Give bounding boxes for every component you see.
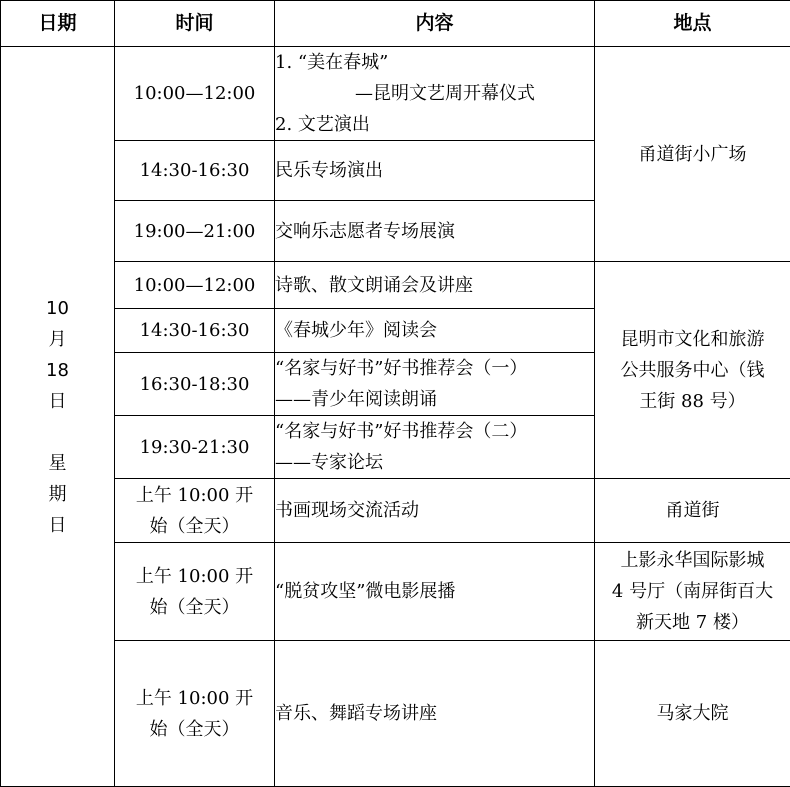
place-cell [595, 262, 790, 479]
place-line: 昆明市文化和旅游 [595, 324, 790, 355]
date-cell [1, 47, 115, 787]
time-line: 始（全天） [115, 592, 274, 623]
place-line: 4 号厅（南屏街百大 [595, 576, 790, 607]
place-line: 马家大院 [595, 698, 790, 729]
time-cell [115, 543, 275, 641]
content-cell: 民乐专场演出 [275, 141, 595, 201]
time-line: 上午 10:00 开 [115, 480, 274, 511]
place-line: 公共服务中心（钱 [595, 355, 790, 386]
content-line: “名家与好书”好书推荐会（一） [275, 353, 594, 384]
place-line: 甬道街 [595, 495, 790, 526]
time-line: 始（全天） [115, 511, 274, 542]
content-line: —昆明文艺周开幕仪式 [275, 78, 594, 109]
time-cell: 19:30-21:30 [115, 416, 275, 479]
date-month-char: 月 [1, 324, 114, 355]
header-content: 内容 [275, 1, 595, 47]
content-line: ——专家论坛 [275, 447, 594, 478]
content-cell [275, 353, 595, 416]
time-cell: 19:00—21:00 [115, 201, 275, 262]
date-day-char: 日 [1, 386, 114, 417]
content-line: 2. 文艺演出 [275, 109, 594, 140]
header-date: 日期 [1, 1, 115, 47]
place-line: 上影永华国际影城 [595, 545, 790, 576]
content-cell: 诗歌、散文朗诵会及讲座 [275, 262, 595, 309]
date-week-2: 期 [1, 479, 114, 510]
time-cell: 16:30-18:30 [115, 353, 275, 416]
date-month-num: 10 [1, 293, 114, 324]
place-line: 甬道街小广场 [595, 139, 790, 170]
content-line: “名家与好书”好书推荐会（二） [275, 416, 594, 447]
content-line: ——青少年阅读朗诵 [275, 384, 594, 415]
date-day-num: 18 [1, 355, 114, 386]
time-line: 上午 10:00 开 [115, 683, 274, 714]
time-line: 上午 10:00 开 [115, 561, 274, 592]
table-row [1, 479, 790, 543]
table-row [1, 262, 790, 309]
place-cell [595, 641, 790, 787]
place-cell [595, 47, 790, 262]
content-cell: “脱贫攻坚”微电影展播 [275, 543, 595, 641]
content-cell: 音乐、舞蹈专场讲座 [275, 641, 595, 787]
date-week-1: 星 [1, 448, 114, 479]
header-time: 时间 [115, 1, 275, 47]
content-line: 1. “美在春城” [275, 47, 594, 78]
content-cell: 交响乐志愿者专场展演 [275, 201, 595, 262]
time-cell [115, 641, 275, 787]
content-cell [275, 47, 595, 141]
content-cell [275, 416, 595, 479]
time-cell: 10:00—12:00 [115, 262, 275, 309]
table-row [1, 641, 790, 787]
place-line: 王街 88 号） [595, 386, 790, 417]
time-cell [115, 479, 275, 543]
table-row [1, 47, 790, 141]
time-cell: 14:30-16:30 [115, 309, 275, 353]
time-line: 始（全天） [115, 714, 274, 745]
time-cell: 10:00—12:00 [115, 47, 275, 141]
place-line: 新天地 7 楼） [595, 607, 790, 638]
time-cell: 14:30-16:30 [115, 141, 275, 201]
header-row [1, 1, 790, 47]
table-row [1, 543, 790, 641]
content-cell: 书画现场交流活动 [275, 479, 595, 543]
place-cell [595, 479, 790, 543]
content-cell: 《春城少年》阅读会 [275, 309, 595, 353]
header-place: 地点 [595, 1, 790, 47]
date-week-3: 日 [1, 510, 114, 541]
place-cell [595, 543, 790, 641]
